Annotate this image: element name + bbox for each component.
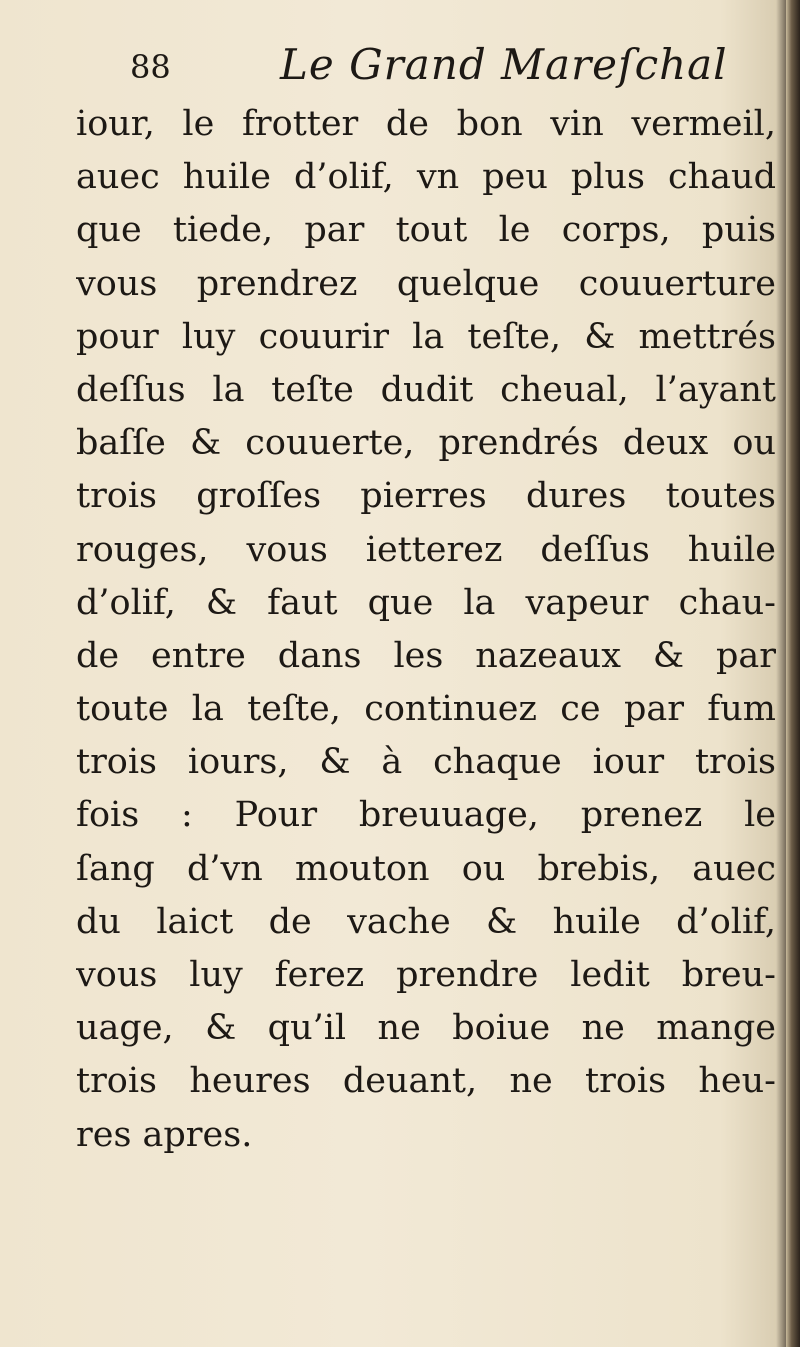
text-line: uage, & qu’il ne boiue ne mange [76, 1008, 776, 1049]
text-line: trois iours, & à chaque iour trois [76, 742, 776, 783]
text-line: pour luy couurir la teſte, & mettrés [76, 316, 776, 357]
page-header [130, 40, 730, 100]
text-line: ſang d’vn mouton ou brebis, auec [76, 848, 776, 889]
text-line: trois groſſes pierres dures toutes [76, 476, 776, 517]
text-line: iour, le frotter de bon vin vermeil, [76, 104, 776, 144]
text-line: auec huile d’olif, vn peu plus chaud [76, 157, 776, 198]
text-line: d’olif, & faut que la vapeur chau- [76, 582, 776, 623]
text-line: trois heures deuant, ne trois heu- [76, 1061, 776, 1102]
text-line: res apres. [76, 1114, 253, 1155]
book-spine-shadow [786, 0, 800, 1347]
page-number: 88 [130, 48, 171, 86]
text-line: vous prendrez quelque couuerture [76, 263, 776, 304]
text-line: deſſus la teſte dudit cheual, l’ayant [76, 369, 776, 410]
text-line: fois : Pour breuuage, prenez le [76, 795, 776, 836]
text-line: baſſe & couuerte, prendrés deux ou [76, 423, 776, 464]
text-line: de entre dans les nazeaux & par [76, 635, 776, 676]
text-line: rouges, vous ietterez deſſus huile [76, 529, 776, 570]
text-line: que tiede, par tout le corps, puis [76, 210, 776, 251]
text-line: vous luy ferez prendre ledit breu- [76, 955, 776, 995]
running-head: Le Grand Mareſchal [280, 40, 728, 89]
text-line: du laict de vache & huile d’olif, [76, 901, 776, 942]
body-text [76, 98, 776, 1162]
text-line: toute la teſte, continuez ce par fum [76, 689, 776, 730]
